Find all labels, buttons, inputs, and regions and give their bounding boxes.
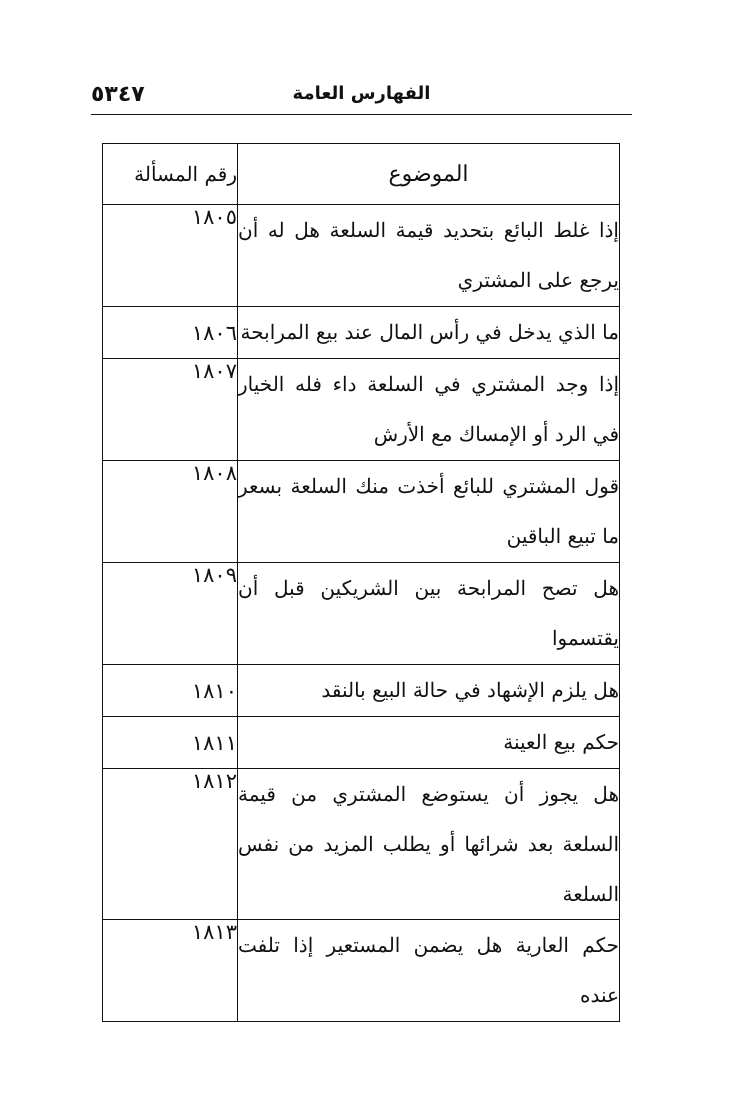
topic-cell: إذا غلط البائع بتحديد قيمة السلعة هل له أن يرجع على المشتري xyxy=(238,205,620,307)
topic-cell: حكم بيع العينة xyxy=(238,717,620,769)
topic-cell: إذا وجد المشتري في السلعة داء فله الخيار في الرد أو الإمساك مع الأرش xyxy=(238,359,620,461)
topic-cell: حكم العارية هل يضمن المستعير إذا تلفت عنده xyxy=(238,920,620,1022)
page-number: ٥٣٤٧ xyxy=(91,82,145,107)
table-header-row xyxy=(103,144,620,205)
running-title: الفهارس العامة xyxy=(292,83,431,104)
issue-number-cell: ١٨١١ xyxy=(103,717,238,769)
header-rule xyxy=(91,114,632,115)
column-header-topic: الموضوع xyxy=(238,144,620,205)
topic-cell: قول المشتري للبائع أخذت منك السلعة بسعر ما تبيع الباقين xyxy=(238,461,620,563)
topic-cell: هل تصح المرابحة بين الشريكين قبل أن يقتسموا xyxy=(238,563,620,665)
issue-number-cell: ١٨٠٥ xyxy=(103,205,238,307)
topic-cell: هل يجوز أن يستوضع المشتري من قيمة السلعة بعد شرائها أو يطلب المزيد من نفس السلعة xyxy=(238,769,620,920)
table-row xyxy=(103,920,620,1022)
table-row xyxy=(103,461,620,563)
topic-cell: هل يلزم الإشهاد في حالة البيع بالنقد xyxy=(238,665,620,717)
table-row xyxy=(103,359,620,461)
table-row xyxy=(103,769,620,920)
index-table xyxy=(102,143,620,1022)
column-header-number: رقم المسألة xyxy=(103,144,238,205)
issue-number-cell: ١٨١٠ xyxy=(103,665,238,717)
issue-number-cell: ١٨١٣ xyxy=(103,920,238,1022)
table-row xyxy=(103,665,620,717)
issue-number-cell: ١٨٠٦ xyxy=(103,307,238,359)
issue-number-cell: ١٨١٢ xyxy=(103,769,238,920)
table-row xyxy=(103,205,620,307)
page-header xyxy=(91,80,632,112)
table-row xyxy=(103,307,620,359)
issue-number-cell: ١٨٠٧ xyxy=(103,359,238,461)
issue-number-cell: ١٨٠٨ xyxy=(103,461,238,563)
table-row xyxy=(103,563,620,665)
issue-number-cell: ١٨٠٩ xyxy=(103,563,238,665)
table-row xyxy=(103,717,620,769)
topic-cell: ما الذي يدخل في رأس المال عند بيع المرابحة xyxy=(238,307,620,359)
